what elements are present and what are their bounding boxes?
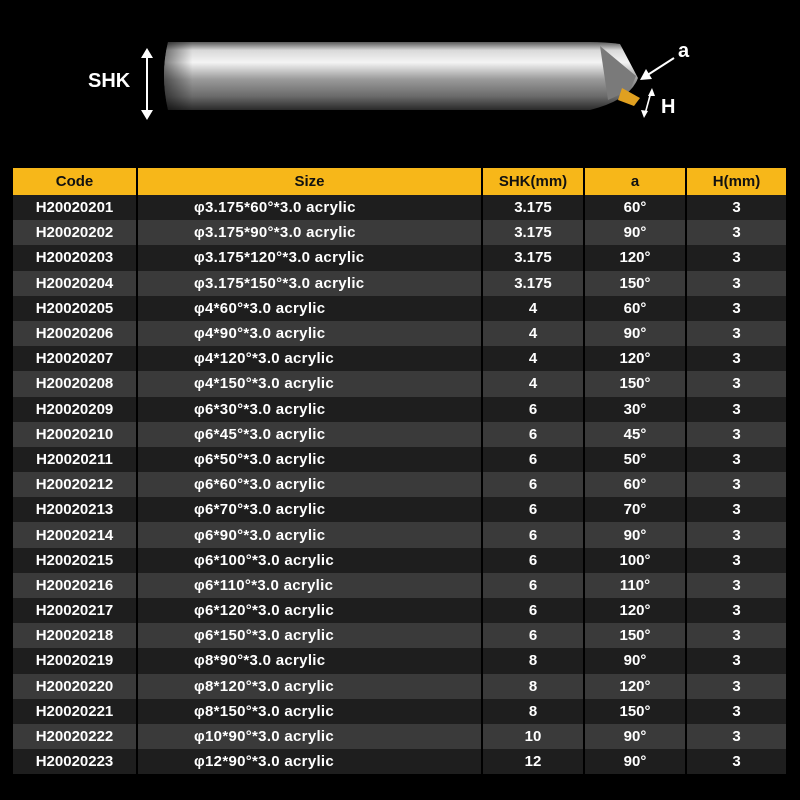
cell-angle: 60° (585, 296, 685, 321)
table-row (13, 497, 786, 522)
cell-shk: 6 (483, 598, 583, 623)
shank-dimension-arrow (140, 48, 154, 120)
cell-height: 3 (687, 749, 786, 774)
cell-angle: 90° (585, 220, 685, 245)
cell-angle: 120° (585, 346, 685, 371)
cell-angle: 150° (585, 699, 685, 724)
cell-height: 3 (687, 447, 786, 472)
cell-code: H20020211 (13, 447, 136, 472)
cell-size: φ4*90°*3.0 acrylic (138, 321, 481, 346)
cell-shk: 6 (483, 397, 583, 422)
cell-height: 3 (687, 195, 786, 220)
cell-height: 3 (687, 371, 786, 396)
cell-size: φ4*120°*3.0 acrylic (138, 346, 481, 371)
cell-angle: 70° (585, 497, 685, 522)
column-header-shk: SHK(mm) (483, 168, 583, 195)
table-row (13, 346, 786, 371)
cell-code: H20020218 (13, 623, 136, 648)
cell-shk: 6 (483, 497, 583, 522)
cell-code: H20020208 (13, 371, 136, 396)
cell-shk: 3.175 (483, 245, 583, 270)
table-row (13, 195, 786, 220)
cell-code: H20020220 (13, 674, 136, 699)
cell-angle: 150° (585, 271, 685, 296)
cell-angle: 150° (585, 371, 685, 396)
cell-height: 3 (687, 724, 786, 749)
cell-height: 3 (687, 220, 786, 245)
cell-size: φ6*90°*3.0 acrylic (138, 522, 481, 547)
cell-code: H20020223 (13, 749, 136, 774)
table-row (13, 548, 786, 573)
cell-height: 3 (687, 245, 786, 270)
cell-angle: 60° (585, 472, 685, 497)
cell-height: 3 (687, 674, 786, 699)
cell-size: φ6*60°*3.0 acrylic (138, 472, 481, 497)
cell-angle: 90° (585, 724, 685, 749)
cell-height: 3 (687, 497, 786, 522)
cell-size: φ6*100°*3.0 acrylic (138, 548, 481, 573)
table-row (13, 271, 786, 296)
cell-shk: 3.175 (483, 195, 583, 220)
angle-pointer-arrow (636, 54, 678, 84)
cell-code: H20020213 (13, 497, 136, 522)
cell-code: H20020219 (13, 648, 136, 673)
cell-angle: 120° (585, 674, 685, 699)
cell-shk: 6 (483, 522, 583, 547)
cell-shk: 4 (483, 321, 583, 346)
cell-angle: 90° (585, 749, 685, 774)
height-dimension-arrow (640, 88, 656, 118)
cell-size: φ4*60°*3.0 acrylic (138, 296, 481, 321)
cell-code: H20020212 (13, 472, 136, 497)
cell-code: H20020210 (13, 422, 136, 447)
table-row (13, 296, 786, 321)
cell-shk: 10 (483, 724, 583, 749)
cell-code: H20020216 (13, 573, 136, 598)
column-header-code: Code (13, 168, 136, 195)
cell-height: 3 (687, 346, 786, 371)
table-row (13, 674, 786, 699)
cell-height: 3 (687, 321, 786, 346)
table-row (13, 724, 786, 749)
cell-height: 3 (687, 598, 786, 623)
cell-code: H20020202 (13, 220, 136, 245)
shank-dimension-label: SHK (88, 70, 131, 92)
table-row (13, 699, 786, 724)
spec-table (11, 168, 788, 774)
cell-height: 3 (687, 397, 786, 422)
cell-height: 3 (687, 648, 786, 673)
cell-size: φ8*120°*3.0 acrylic (138, 674, 481, 699)
cell-angle: 30° (585, 397, 685, 422)
cell-size: φ4*150°*3.0 acrylic (138, 371, 481, 396)
table-row (13, 422, 786, 447)
cell-code: H20020215 (13, 548, 136, 573)
cell-code: H20020217 (13, 598, 136, 623)
cell-size: φ6*150°*3.0 acrylic (138, 623, 481, 648)
table-row (13, 598, 786, 623)
cell-shk: 4 (483, 371, 583, 396)
cell-size: φ8*90°*3.0 acrylic (138, 648, 481, 673)
table-row (13, 522, 786, 547)
height-label: H (661, 96, 676, 118)
cell-height: 3 (687, 699, 786, 724)
cell-shk: 6 (483, 472, 583, 497)
cell-angle: 45° (585, 422, 685, 447)
engraving-bit-image (160, 30, 660, 120)
cell-height: 3 (687, 623, 786, 648)
cell-angle: 110° (585, 573, 685, 598)
cell-height: 3 (687, 422, 786, 447)
cell-size: φ6*30°*3.0 acrylic (138, 397, 481, 422)
cell-shk: 6 (483, 623, 583, 648)
column-header-angle: a (585, 168, 685, 195)
cell-shk: 8 (483, 648, 583, 673)
cell-shk: 4 (483, 346, 583, 371)
table-row (13, 648, 786, 673)
cell-shk: 12 (483, 749, 583, 774)
table-row (13, 220, 786, 245)
cell-height: 3 (687, 573, 786, 598)
cell-size: φ12*90°*3.0 acrylic (138, 749, 481, 774)
cell-code: H20020209 (13, 397, 136, 422)
cell-code: H20020201 (13, 195, 136, 220)
table-row (13, 749, 786, 774)
cell-shk: 3.175 (483, 220, 583, 245)
cell-size: φ6*120°*3.0 acrylic (138, 598, 481, 623)
cell-code: H20020203 (13, 245, 136, 270)
cell-size: φ10*90°*3.0 acrylic (138, 724, 481, 749)
cell-height: 3 (687, 296, 786, 321)
table-row (13, 245, 786, 270)
cell-angle: 90° (585, 321, 685, 346)
cell-size: φ8*150°*3.0 acrylic (138, 699, 481, 724)
cell-shk: 8 (483, 674, 583, 699)
column-header-size: Size (138, 168, 481, 195)
column-header-height: H(mm) (687, 168, 786, 195)
cell-code: H20020222 (13, 724, 136, 749)
cell-code: H20020214 (13, 522, 136, 547)
cell-angle: 100° (585, 548, 685, 573)
cell-height: 3 (687, 522, 786, 547)
cell-shk: 6 (483, 447, 583, 472)
cell-height: 3 (687, 472, 786, 497)
table-row (13, 472, 786, 497)
cell-code: H20020204 (13, 271, 136, 296)
cell-size: φ3.175*60°*3.0 acrylic (138, 195, 481, 220)
cell-size: φ6*50°*3.0 acrylic (138, 447, 481, 472)
cell-size: φ3.175*150°*3.0 acrylic (138, 271, 481, 296)
cell-shk: 4 (483, 296, 583, 321)
cell-shk: 3.175 (483, 271, 583, 296)
table-row (13, 447, 786, 472)
cell-code: H20020206 (13, 321, 136, 346)
table-row (13, 623, 786, 648)
cell-angle: 90° (585, 522, 685, 547)
cell-size: φ3.175*120°*3.0 acrylic (138, 245, 481, 270)
cell-height: 3 (687, 271, 786, 296)
angle-label: a (678, 40, 690, 62)
tool-illustration (0, 0, 800, 160)
cell-height: 3 (687, 548, 786, 573)
table-row (13, 573, 786, 598)
cell-angle: 50° (585, 447, 685, 472)
cell-angle: 60° (585, 195, 685, 220)
table-row (13, 397, 786, 422)
cell-shk: 6 (483, 573, 583, 598)
cell-shk: 6 (483, 422, 583, 447)
cell-shk: 8 (483, 699, 583, 724)
cell-size: φ6*70°*3.0 acrylic (138, 497, 481, 522)
table-row (13, 321, 786, 346)
cell-code: H20020207 (13, 346, 136, 371)
cell-shk: 6 (483, 548, 583, 573)
cell-code: H20020221 (13, 699, 136, 724)
cell-angle: 120° (585, 245, 685, 270)
cell-size: φ6*110°*3.0 acrylic (138, 573, 481, 598)
table-header-row (13, 168, 786, 195)
cell-code: H20020205 (13, 296, 136, 321)
cell-size: φ6*45°*3.0 acrylic (138, 422, 481, 447)
cell-angle: 120° (585, 598, 685, 623)
table-row (13, 371, 786, 396)
cell-angle: 150° (585, 623, 685, 648)
cell-angle: 90° (585, 648, 685, 673)
cell-size: φ3.175*90°*3.0 acrylic (138, 220, 481, 245)
